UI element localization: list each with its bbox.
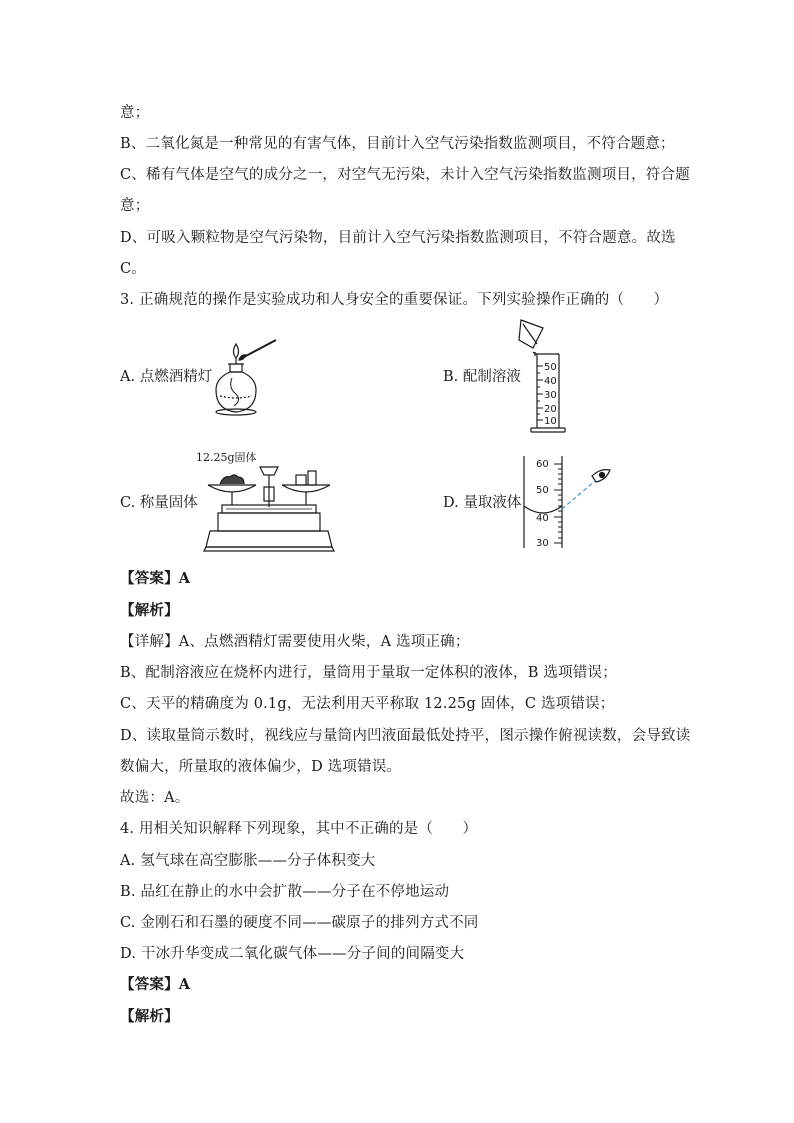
cylinder-reading-figure xyxy=(520,452,620,552)
text-line: 意； xyxy=(120,198,150,214)
cylinder-b-tick-label: 50 xyxy=(544,362,557,373)
q3-detail-line: D、读取量筒示数时，视线应与量筒内凹液面最低处持平，图示操作俯视读数，会导致读 xyxy=(120,728,691,744)
q3-option-a-label: A. 点燃酒精灯 xyxy=(120,369,213,385)
balance-solid-label: 12.25g固体 xyxy=(196,451,257,464)
q3-analysis-heading: 【解析】 xyxy=(120,602,179,619)
q3-option-d-label: D. 量取液体 xyxy=(443,495,522,511)
q4-option-a: A. 氢气球在高空膨胀——分子体积变大 xyxy=(120,853,376,869)
text-line: D、可吸入颗粒物是空气污染物，目前计入空气污染指数监测项目，不符合题意。故选 xyxy=(120,230,676,246)
q3-answer: 【答案】A xyxy=(120,570,191,587)
text-line: C。 xyxy=(120,261,146,277)
q3-conclusion: 故选：A。 xyxy=(120,790,190,806)
cylinder-b-tick-label: 10 xyxy=(544,416,557,427)
balance-figure xyxy=(196,447,336,557)
q4-option-c: C. 金刚石和石墨的硬度不同——碳原子的排列方式不同 xyxy=(120,915,479,931)
cylinder-pour-figure xyxy=(497,318,567,436)
q4-answer: 【答案】A xyxy=(120,976,191,993)
alcohol-lamp-figure xyxy=(206,338,286,418)
cylinder-d-tick-label: 30 xyxy=(536,538,549,549)
question-3-stem: 3. 正确规范的操作是实验成功和人身安全的重要保证。下列实验操作正确的（ ） xyxy=(120,292,669,308)
text-line: C、稀有气体是空气的成分之一，对空气无污染，未计入空气污染指数监测项目，符合题 xyxy=(120,167,690,183)
q3-option-b-label: B. 配制溶液 xyxy=(443,369,521,385)
cylinder-d-tick-label: 60 xyxy=(536,459,549,470)
cylinder-b-tick-label: 40 xyxy=(544,376,557,387)
cylinder-d-tick-label: 50 xyxy=(536,485,549,496)
q3-detail-line: C、天平的精确度为 0.1g，无法利用天平称取 12.25g 固体，C 选项错误； xyxy=(120,696,615,712)
question-4-stem: 4. 用相关知识解释下列现象，其中不正确的是（ ） xyxy=(120,821,478,837)
text-line: 意； xyxy=(120,105,150,121)
q3-detail-line: 数偏大，所量取的液体偏少，D 选项错误。 xyxy=(120,759,402,775)
q4-option-d: D. 干冰升华变成二氧化碳气体——分子间的间隔变大 xyxy=(120,946,465,962)
cylinder-d-tick-label: 40 xyxy=(536,513,549,524)
q4-analysis-heading: 【解析】 xyxy=(120,1008,179,1025)
q3-detail-line: 【详解】A、点燃酒精灯需要使用火柴，A 选项正确； xyxy=(120,634,470,650)
q3-detail-line: B、配制溶液应在烧杯内进行，量筒用于量取一定体积的液体，B 选项错误； xyxy=(120,665,617,681)
text-line: B、二氧化氮是一种常见的有害气体，目前计入空气污染指数监测项目，不符合题意； xyxy=(120,136,675,152)
q4-option-b: B. 品红在静止的水中会扩散——分子在不停地运动 xyxy=(120,884,450,900)
q3-option-c-label: C. 称量固体 xyxy=(120,495,198,511)
cylinder-b-tick-label: 20 xyxy=(544,404,557,415)
cylinder-b-tick-label: 30 xyxy=(544,390,557,401)
